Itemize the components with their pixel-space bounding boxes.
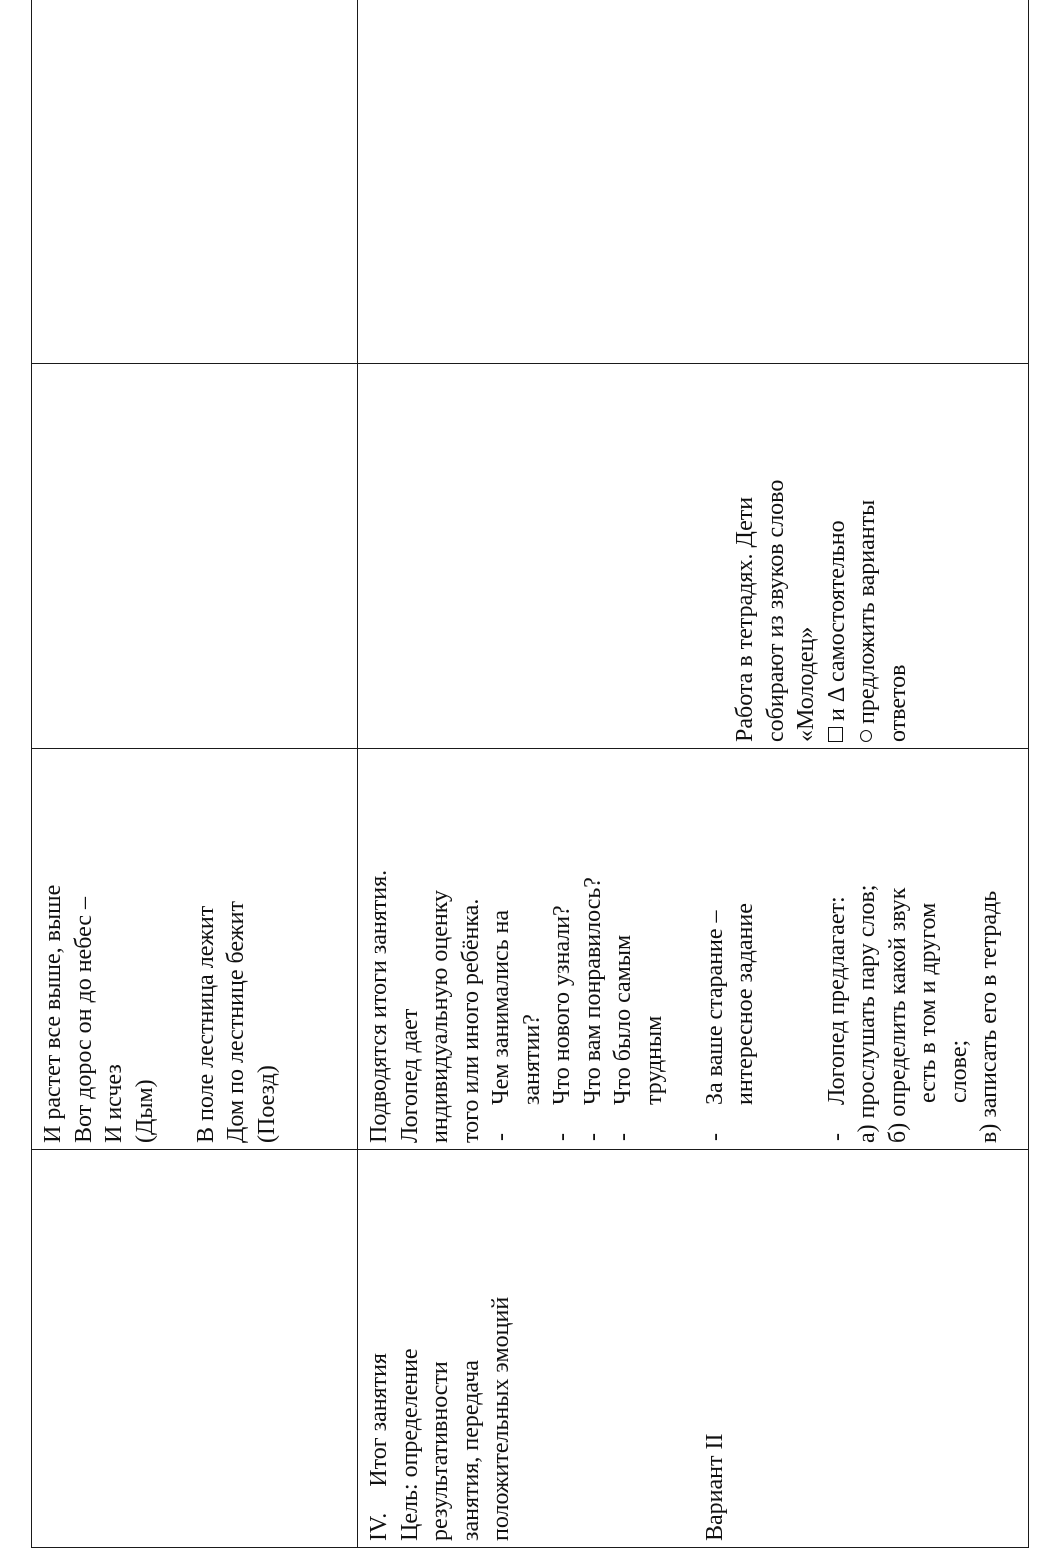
goal-line: занятия, передача	[457, 1360, 484, 1541]
dash-marker: -	[701, 1133, 728, 1141]
question-text: Что нового узнали?	[549, 905, 575, 1105]
summary-line: того или иного ребёнка.	[457, 898, 484, 1143]
cell-stage-empty	[32, 1150, 358, 1548]
table-row	[358, 0, 1029, 1548]
summary-line: Подводятся итоги занятия.	[366, 869, 392, 1143]
question-text: Чем занимались на	[488, 909, 514, 1105]
symbol-line: предложить варианты	[852, 370, 883, 742]
goal-line: положительных эмоций	[488, 1296, 514, 1541]
question-item	[608, 755, 669, 1143]
task-step: есть в том и другом	[915, 902, 941, 1103]
goal-line: результативности	[427, 1361, 453, 1541]
task-step: в) записать его в тетрадь	[976, 890, 1002, 1143]
task-step: слове;	[945, 1039, 972, 1103]
reward-item	[700, 755, 761, 1143]
riddle-line: В поле лестница лежит	[192, 905, 219, 1143]
lesson-plan-table	[31, 0, 1029, 1548]
symbol-line: и Δ самостоятельно	[822, 370, 853, 742]
dash-marker: -	[823, 1133, 850, 1141]
square-symbol-icon	[828, 727, 843, 742]
goal-line: Цель: определение	[396, 1348, 423, 1541]
reward-text: За ваше старание –	[701, 910, 728, 1105]
dash-marker: -	[549, 1133, 575, 1141]
reward-text: интересное задание	[732, 903, 758, 1105]
riddle-line: Вот дорос он до небес –	[70, 897, 97, 1143]
work-line: собирают из звуков слово	[762, 479, 789, 742]
stage-heading	[364, 1156, 395, 1541]
task-step: а) прослушать пару слов;	[854, 884, 880, 1143]
cell-children-activity-empty	[32, 364, 358, 749]
cell-teacher-activity	[358, 749, 1029, 1150]
riddle-line: И исчез	[101, 1064, 127, 1143]
cell-children-activity	[358, 364, 1029, 749]
task-intro: Логопед предлагает:	[823, 896, 850, 1105]
task-step: б) определить какой звук	[884, 887, 911, 1143]
question-text: трудным	[640, 1015, 667, 1105]
question-text: Что вам понравилось?	[579, 877, 606, 1105]
riddle-line: Дом по лестнице бежит	[223, 901, 249, 1143]
spacer	[160, 755, 191, 1143]
variant-label: Вариант II	[701, 1433, 728, 1541]
question-text: занятии?	[518, 1014, 545, 1105]
table-row	[32, 0, 358, 1548]
work-line: ответов	[884, 664, 911, 742]
dash-marker: -	[579, 1133, 606, 1141]
question-item	[486, 755, 547, 1143]
question-text: Что было самым	[610, 934, 636, 1105]
question-item	[547, 755, 578, 1143]
cell-stage	[358, 1150, 1029, 1548]
riddle-answer: (Поезд)	[253, 1065, 280, 1143]
cell-notes-empty	[358, 0, 1029, 364]
question-item	[578, 755, 609, 1143]
task-intro-item	[822, 755, 853, 1143]
cell-notes-empty	[32, 0, 358, 364]
work-line: «Молодец»	[793, 626, 819, 742]
circle-symbol-icon	[860, 730, 872, 742]
work-line: Работа в тетрадях. Дети	[732, 496, 758, 742]
stage-number: IV.	[366, 1512, 392, 1541]
dash-marker: -	[488, 1133, 514, 1141]
cell-riddles	[32, 749, 358, 1150]
riddle-line: И растет все выше, выше	[40, 884, 66, 1143]
summary-line: Логопед дает	[396, 1008, 423, 1143]
summary-line: индивидуальную оценку	[427, 889, 453, 1143]
stage-title: Итог занятия	[366, 1353, 392, 1487]
dash-marker: -	[610, 1133, 636, 1141]
riddle-answer: (Дым)	[131, 1079, 158, 1143]
